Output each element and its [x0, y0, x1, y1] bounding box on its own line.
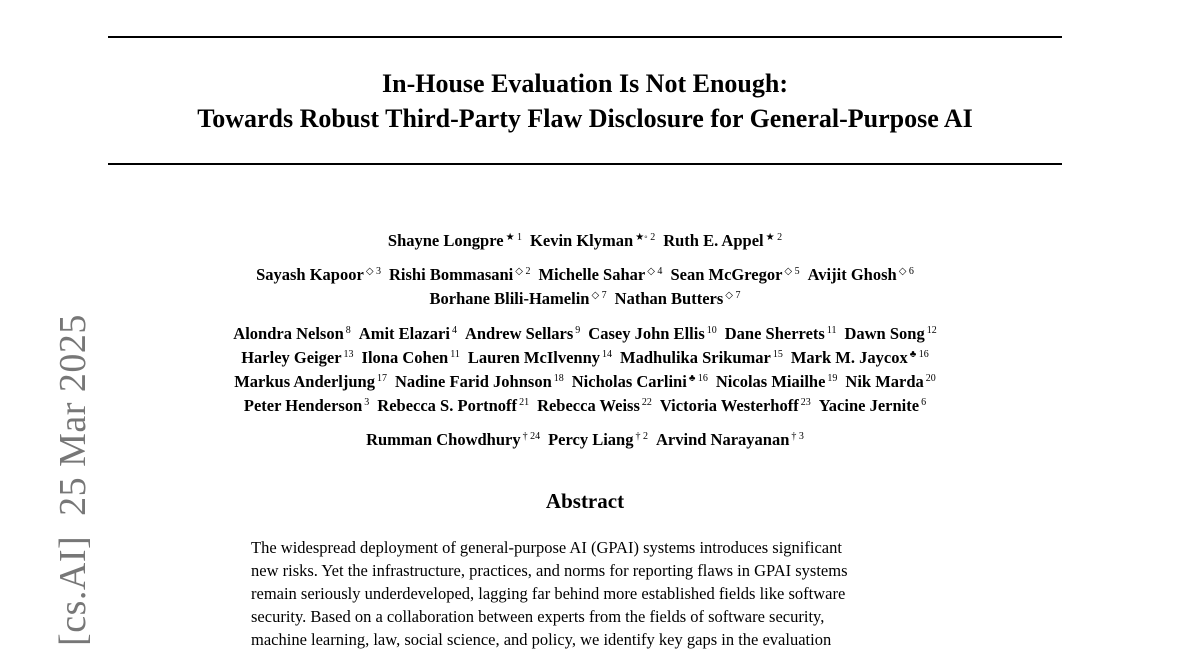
author-name: Lauren McIlvenny [467, 348, 601, 367]
author [241, 348, 353, 367]
top-rule [108, 36, 1062, 38]
author-affiliation-marks: ♣ 16 [688, 373, 708, 384]
author-name: Rishi Bommasani [389, 265, 514, 284]
author [395, 372, 564, 391]
author-affiliation-marks: ◇ 7 [725, 290, 741, 301]
author [429, 289, 606, 308]
author [615, 289, 741, 308]
bottom-rule [108, 163, 1062, 165]
author-name: Nicolas Miailhe [715, 372, 826, 391]
author-affiliation-marks: 3 [364, 397, 370, 408]
author [465, 324, 580, 343]
author-row [108, 391, 1062, 418]
author-name: Michelle Sahar [538, 265, 646, 284]
author-name: Mark M. Jaycox [790, 348, 908, 367]
author-affiliation-marks: 10 [706, 325, 717, 336]
author-name: Peter Henderson [243, 396, 363, 415]
author-name: Dawn Song [844, 324, 925, 343]
author [377, 396, 529, 415]
author-name: Victoria Westerhoff [659, 396, 799, 415]
author-affiliation-marks: 22 [641, 397, 652, 408]
author-affiliation-marks: 15 [772, 349, 783, 360]
author [656, 430, 804, 449]
author [844, 324, 936, 343]
author [660, 396, 811, 415]
author-affiliation-marks: 19 [827, 373, 838, 384]
author-affiliation-marks: 11 [450, 349, 460, 360]
author-name: Ilona Cohen [361, 348, 449, 367]
author-name: Rebecca S. Portnoff [377, 396, 518, 415]
author [620, 348, 783, 367]
author [388, 231, 522, 250]
author-affiliation-marks: 13 [343, 349, 354, 360]
author [716, 372, 838, 391]
author-name: Avijit Ghosh [807, 265, 897, 284]
author-name: Rebecca Weiss [537, 396, 640, 415]
author-name: Rumman Chowdhury [366, 430, 521, 449]
author-affiliation-marks: 18 [553, 373, 564, 384]
author-affiliation-marks: ◇ 6 [898, 266, 914, 277]
author-name: Nik Marda [845, 372, 924, 391]
paper-title-line-1: In-House Evaluation Is Not Enough: [382, 69, 788, 98]
author [389, 265, 530, 284]
author-affiliation-marks: 4 [451, 325, 457, 336]
author-name: Kevin Klyman [530, 231, 634, 250]
author-affiliation-marks: 14 [602, 349, 613, 360]
author-affiliation-marks: 12 [926, 325, 937, 336]
author-name: Dane Sherrets [724, 324, 825, 343]
author-name: Nicholas Carlini [571, 372, 687, 391]
author-row [108, 343, 1062, 370]
author-affiliation-marks: 9 [575, 325, 581, 336]
author-row [108, 260, 1062, 287]
author-name: Yacine Jernite [818, 396, 920, 415]
author [468, 348, 612, 367]
author-row [108, 319, 1062, 346]
author [845, 372, 935, 391]
author [670, 265, 799, 284]
author-name: Madhulika Srikumar [620, 348, 771, 367]
author-affiliation-marks: ◇ 5 [784, 266, 800, 277]
arxiv-side-stamp [51, 304, 95, 656]
author-affiliation-marks: ★ 1 [505, 232, 523, 243]
author [234, 372, 387, 391]
author-affiliation-marks: 11 [826, 325, 837, 336]
arxiv-date: 25 Mar 2025 [52, 314, 94, 516]
author [819, 396, 926, 415]
abstract-line: machine learning, law, social science, and policy, we identify key gaps in the evaluation [251, 630, 832, 649]
author-name: Shayne Longpre [387, 231, 504, 250]
author [588, 324, 716, 343]
author-row [108, 425, 1062, 452]
author-name: Nadine Farid Johnson [394, 372, 552, 391]
author-name: Andrew Sellars [464, 324, 574, 343]
author-affiliation-marks: 6 [921, 397, 927, 408]
author [663, 231, 782, 250]
author [548, 430, 648, 449]
author [256, 265, 381, 284]
author-affiliation-marks: 23 [800, 397, 811, 408]
author-name: Sean McGregor [670, 265, 783, 284]
author-row [108, 367, 1062, 394]
author [233, 324, 350, 343]
author-name: Casey John Ellis [588, 324, 705, 343]
author [725, 324, 837, 343]
author-affiliation-marks: 17 [376, 373, 387, 384]
author-name: Harley Geiger [241, 348, 342, 367]
abstract-heading: Abstract [545, 489, 625, 513]
author-affiliation-marks: † 3 [791, 431, 804, 442]
author [537, 396, 652, 415]
author [366, 430, 540, 449]
author [244, 396, 369, 415]
abstract-line: The widespread deployment of general-purpose AI (GPAI) systems introduces significant [251, 538, 842, 557]
author-affiliation-marks: ◇ 7 [591, 290, 607, 301]
author-affiliation-marks: † 2 [635, 431, 648, 442]
author-name: Borhane Blili-Hamelin [429, 289, 590, 308]
abstract-line: remain seriously underdeveloped, lagging far behind more established fields like software [251, 584, 846, 603]
author [359, 324, 457, 343]
author-affiliation-marks: ★ 2 [765, 232, 783, 243]
author [791, 348, 929, 367]
author-affiliation-marks: ♣ 16 [909, 349, 929, 360]
author-affiliation-marks: † 24 [522, 431, 541, 442]
author-name: Percy Liang [548, 430, 634, 449]
abstract-line: security. Based on a collaboration between experts from the fields of software security, [251, 607, 825, 626]
author-affiliation-marks: ◇ 2 [515, 266, 531, 277]
author [530, 231, 655, 250]
author-affiliation-marks: 20 [925, 373, 936, 384]
author-affiliation-marks: ★◦ 2 [635, 232, 656, 243]
author-row [108, 284, 1062, 311]
arxiv-category: [cs.AI] [52, 535, 94, 646]
author-name: Amit Elazari [358, 324, 450, 343]
author [362, 348, 460, 367]
author [572, 372, 708, 391]
author-name: Markus Anderljung [234, 372, 375, 391]
author-name: Nathan Butters [614, 289, 724, 308]
author-affiliation-marks: 21 [519, 397, 530, 408]
author [808, 265, 914, 284]
author-name: Ruth E. Appel [663, 231, 764, 250]
author-name: Arvind Narayanan [656, 430, 790, 449]
paper-title-line-2: Towards Robust Third-Party Flaw Disclosure for General-Purpose AI [197, 104, 973, 133]
author [538, 265, 662, 284]
author-name: Sayash Kapoor [256, 265, 364, 284]
author-affiliation-marks: ◇ 4 [647, 266, 663, 277]
abstract-line: new risks. Yet the infrastructure, practices, and norms for reporting flaws in GPAI systems [251, 561, 848, 580]
author-row [108, 226, 1062, 253]
author-name: Alondra Nelson [233, 324, 344, 343]
author-affiliation-marks: ◇ 3 [365, 266, 382, 277]
author-affiliation-marks: 8 [345, 325, 351, 336]
